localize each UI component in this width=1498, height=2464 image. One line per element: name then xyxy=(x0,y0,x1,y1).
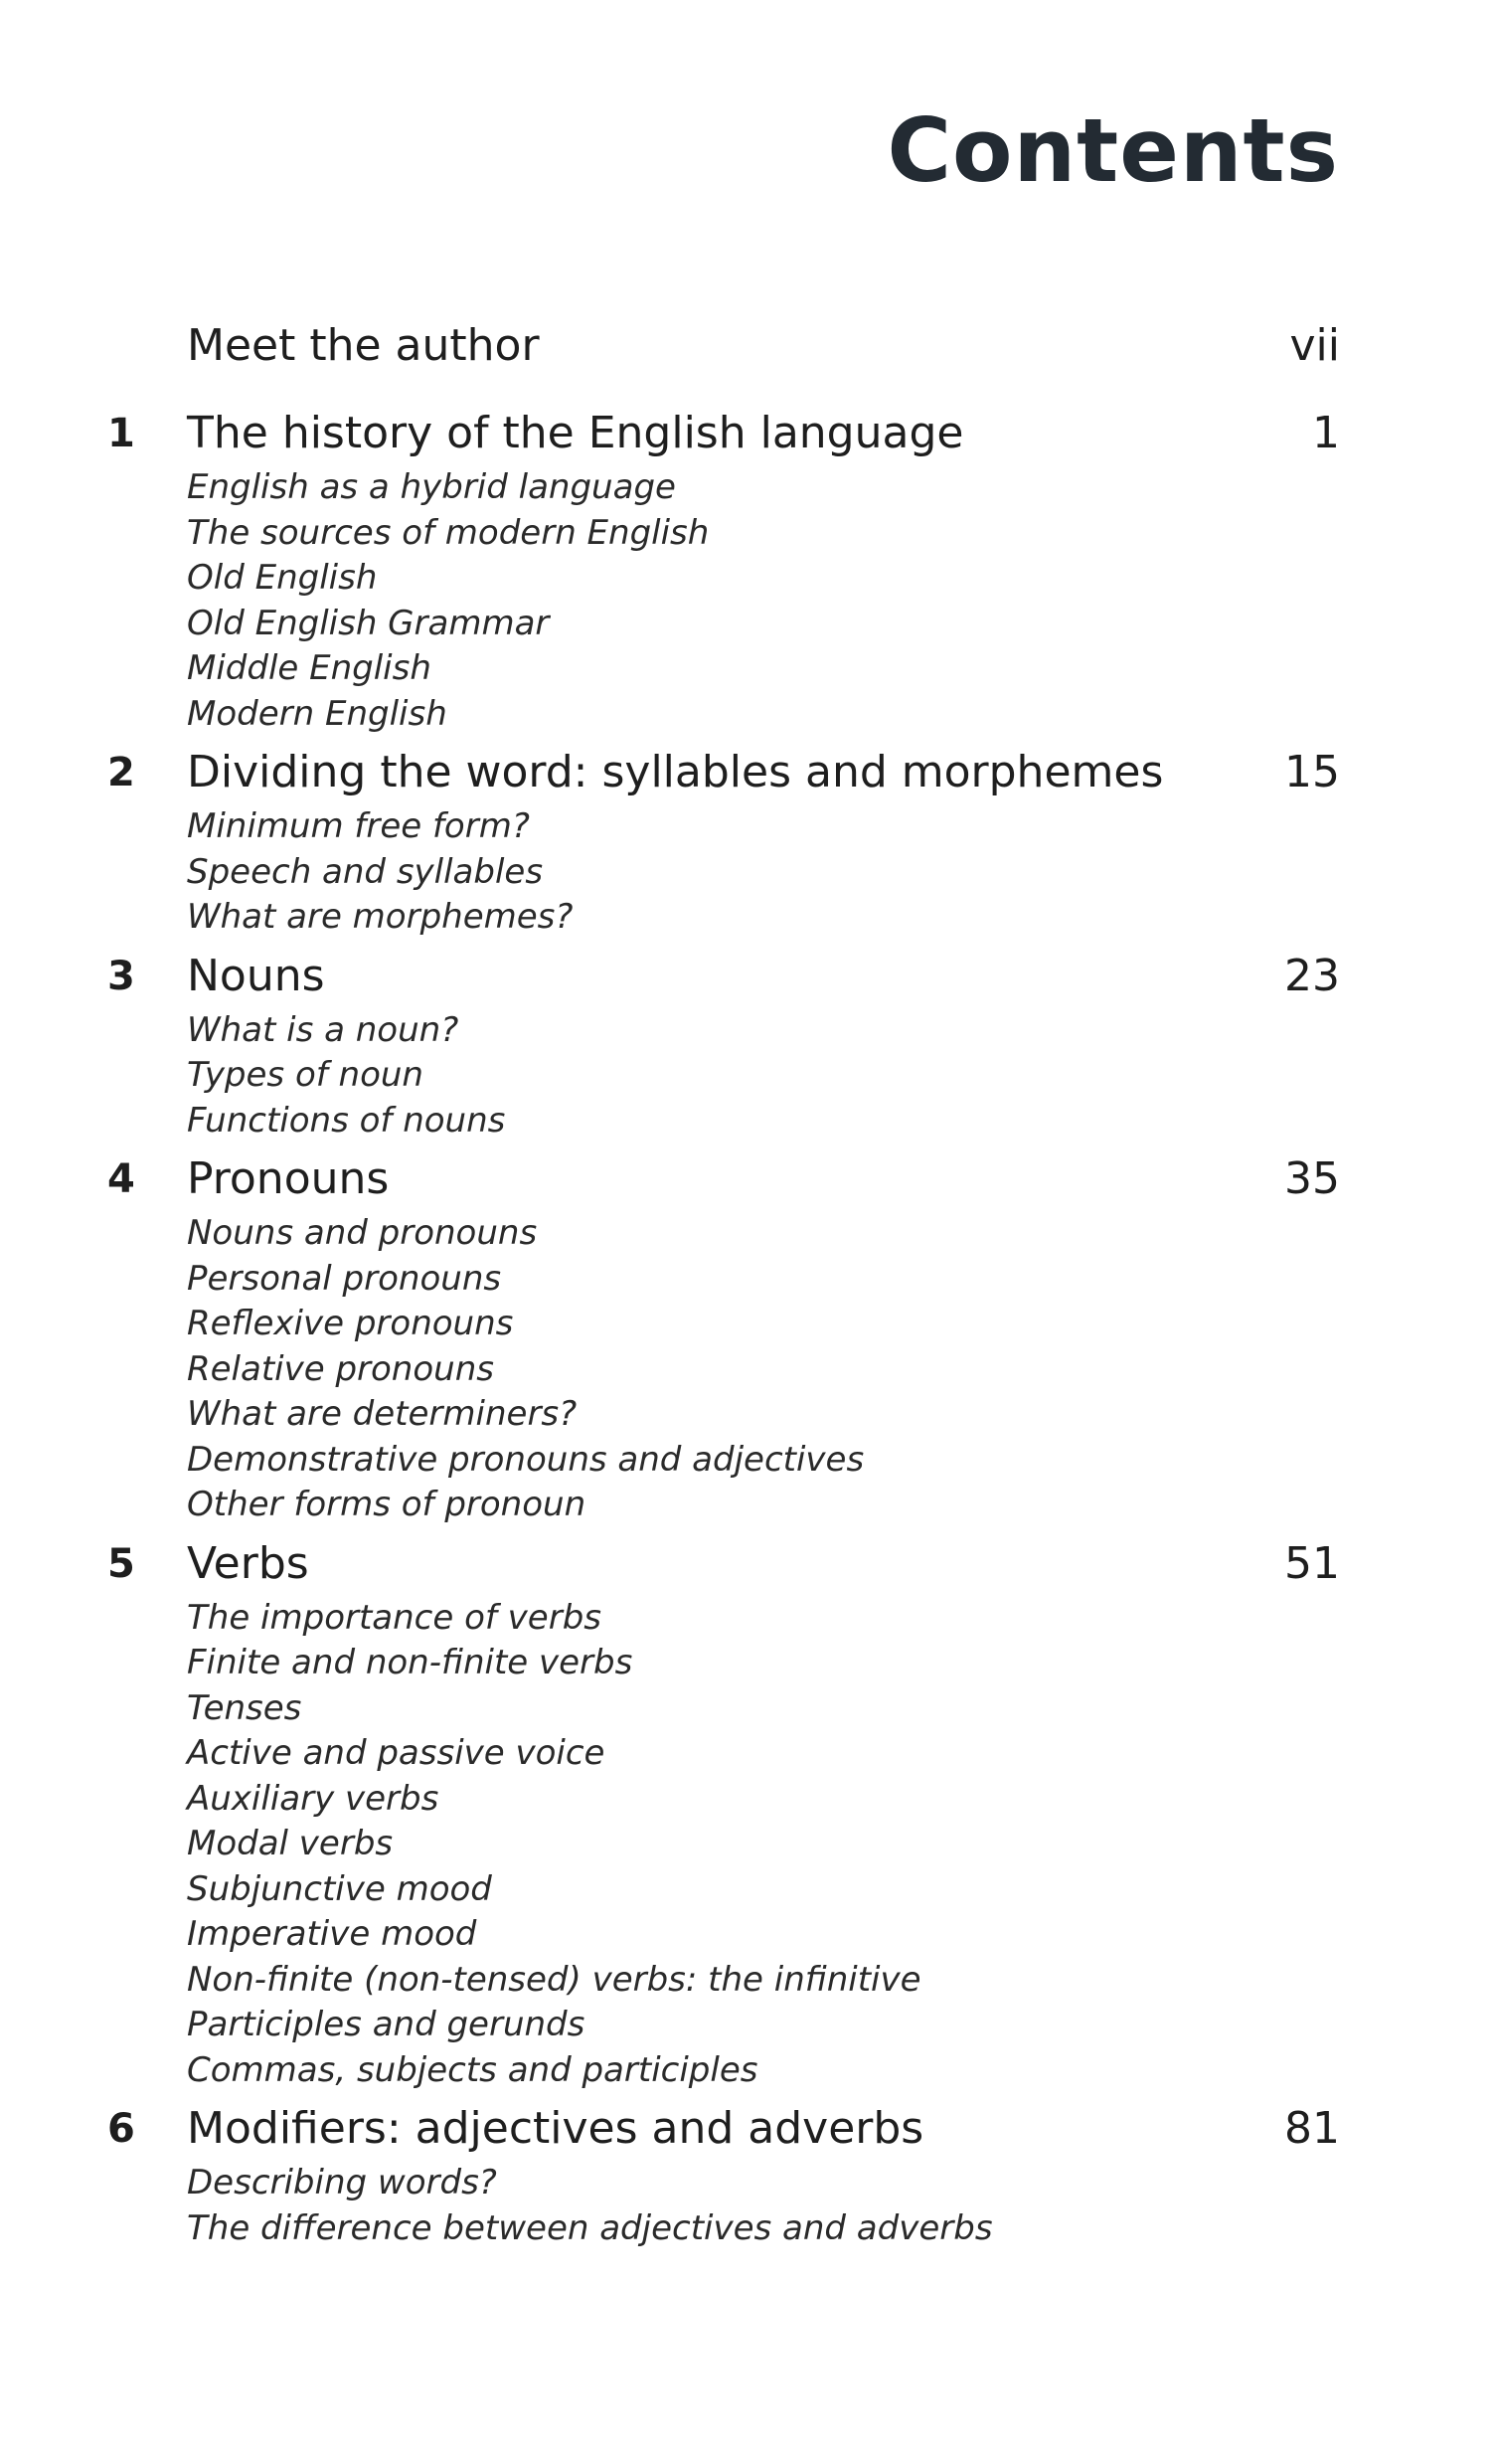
section-item[interactable]: Minimum free form? xyxy=(187,806,530,846)
section-list xyxy=(187,1008,1340,1144)
chapter-page-number: 35 xyxy=(1284,1153,1340,1204)
chapter-title: Nouns xyxy=(187,950,325,1001)
chapter-page-number: 23 xyxy=(1284,950,1340,1001)
front-matter-page-number: vii xyxy=(1289,320,1340,371)
chapter-page-number: 81 xyxy=(1284,2103,1340,2154)
chapter-number: 1 xyxy=(107,411,135,456)
section-item[interactable]: What are determiners? xyxy=(187,1394,578,1434)
toc-chapter-5[interactable] xyxy=(107,1532,1340,2094)
chapter-title: Verbs xyxy=(187,1537,309,1589)
chapter-heading xyxy=(107,2097,1340,2161)
chapter-title: Dividing the word: syllables and morphemes xyxy=(187,747,1164,797)
chapter-heading xyxy=(107,402,1340,465)
page-title: Contents xyxy=(887,99,1339,202)
section-item[interactable]: Reflexive pronouns xyxy=(187,1304,514,1343)
chapter-page-number: 15 xyxy=(1284,747,1340,797)
section-item[interactable]: What are morphemes? xyxy=(187,897,574,937)
section-item[interactable]: The importance of verbs xyxy=(187,1597,601,1638)
section-item[interactable]: The sources of modern English xyxy=(187,512,710,553)
section-item[interactable]: Old English Grammar xyxy=(187,603,550,643)
front-matter-title: Meet the author xyxy=(187,320,540,371)
section-item[interactable]: Old English xyxy=(187,558,378,598)
section-item[interactable]: Functions of nouns xyxy=(187,1100,506,1141)
chapter-number: 5 xyxy=(107,1540,135,1587)
toc-entry-meet-the-author[interactable] xyxy=(107,314,1340,378)
section-list xyxy=(187,2161,1340,2251)
chapter-heading xyxy=(107,741,1340,804)
chapter-heading xyxy=(107,945,1340,1008)
section-item[interactable]: Demonstrative pronouns and adjectives xyxy=(187,1439,865,1480)
section-item[interactable]: Types of noun xyxy=(187,1055,423,1095)
toc-chapter-2[interactable] xyxy=(107,741,1340,941)
section-item[interactable]: Subjunctive mood xyxy=(187,1868,492,1909)
table-of-contents xyxy=(107,314,1340,2251)
section-list xyxy=(187,1596,1340,2094)
chapter-number: 6 xyxy=(107,2106,135,2152)
chapter-page-number: 51 xyxy=(1284,1537,1340,1589)
front-matter-line xyxy=(107,314,1340,378)
section-item[interactable]: Other forms of pronoun xyxy=(187,1485,586,1524)
toc-chapter-6[interactable] xyxy=(107,2097,1340,2251)
toc-chapter-3[interactable] xyxy=(107,945,1340,1144)
section-list xyxy=(187,804,1340,941)
section-item[interactable]: Tenses xyxy=(187,1687,302,1728)
section-item[interactable]: Non-finite (non-tensed) verbs: the infinitive xyxy=(187,1959,921,2000)
section-item[interactable]: Finite and non-finite verbs xyxy=(187,1643,633,1682)
section-item[interactable]: Personal pronouns xyxy=(187,1258,502,1299)
chapter-number: 4 xyxy=(107,1156,135,1202)
section-item[interactable]: Nouns and pronouns xyxy=(187,1213,538,1253)
chapter-title: The history of the English language xyxy=(187,408,964,458)
section-item[interactable]: Relative pronouns xyxy=(187,1348,494,1389)
section-item[interactable]: Modern English xyxy=(187,693,447,734)
chapter-title: Modifiers: adjectives and adverbs xyxy=(187,2103,924,2154)
chapter-heading xyxy=(107,1147,1340,1211)
section-item[interactable]: Participles and gerunds xyxy=(187,2005,585,2044)
section-item[interactable]: English as a hybrid language xyxy=(187,467,676,507)
chapter-number: 3 xyxy=(107,953,135,999)
chapter-number: 2 xyxy=(107,750,135,795)
chapter-title: Pronouns xyxy=(187,1153,390,1204)
section-item[interactable]: Modal verbs xyxy=(187,1824,394,1863)
section-item[interactable]: Commas, subjects and participles xyxy=(187,2049,758,2090)
toc-chapter-1[interactable] xyxy=(107,402,1340,737)
chapter-page-number: 1 xyxy=(1312,408,1340,458)
section-item[interactable]: Describing words? xyxy=(187,2163,497,2202)
chapter-heading xyxy=(107,1532,1340,1596)
section-item[interactable]: Imperative mood xyxy=(187,1914,477,1954)
section-item[interactable]: The difference between adjectives and adverbs xyxy=(187,2207,993,2248)
section-item[interactable]: Active and passive voice xyxy=(187,1733,605,1773)
section-item[interactable]: Speech and syllables xyxy=(187,851,544,892)
section-item[interactable]: Auxiliary verbs xyxy=(187,1778,439,1819)
toc-chapter-4[interactable] xyxy=(107,1147,1340,1528)
section-item[interactable]: Middle English xyxy=(187,648,431,688)
section-list xyxy=(187,1211,1340,1528)
section-item[interactable]: What is a noun? xyxy=(187,1009,459,1050)
section-list xyxy=(187,465,1340,737)
